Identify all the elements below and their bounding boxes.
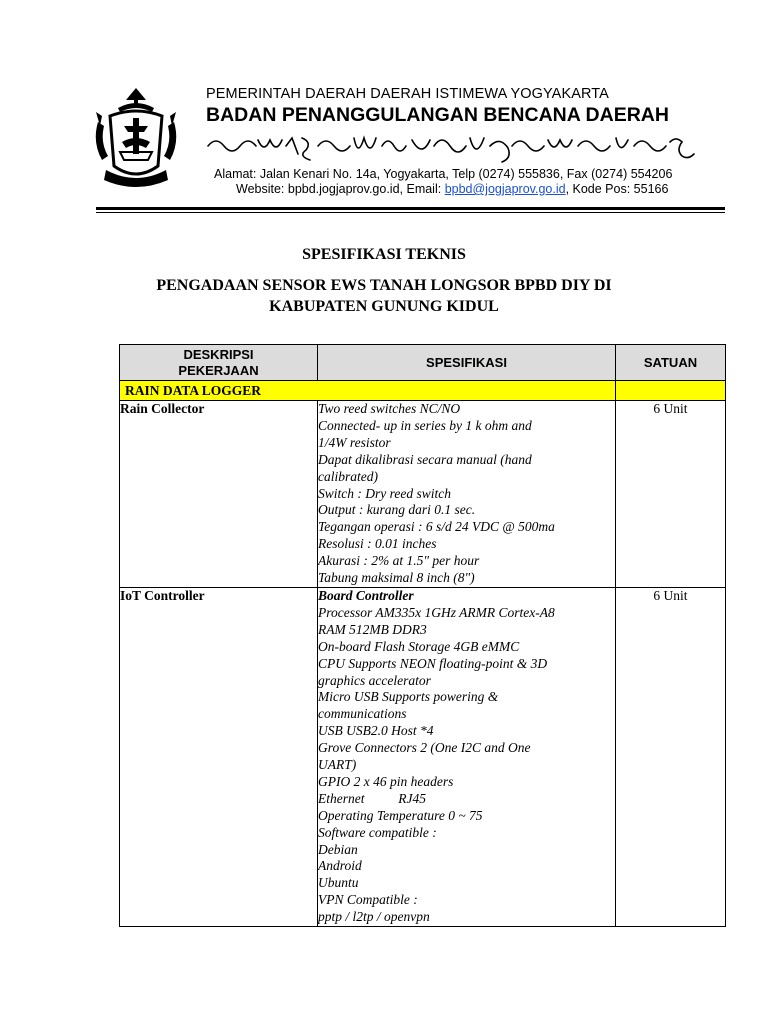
spec-line: Two reed switches NC/NO xyxy=(318,401,461,416)
letterhead xyxy=(0,0,768,215)
document-subtitle xyxy=(0,275,768,317)
spec-line: Output : kurang dari 0.1 sec. xyxy=(318,502,476,518)
subtitle-line-1: PENGADAAN SENSOR EWS TANAH LONGSOR BPBD DIY DI xyxy=(156,277,612,294)
item-name-iot-controller: IoT Controller xyxy=(120,587,318,926)
spec-line: Processor AM335x 1GHz ARMR Cortex-A8 xyxy=(318,604,555,620)
unit-iot-controller: 6 Unit xyxy=(616,587,726,926)
spec-line: calibrated) xyxy=(318,468,378,484)
spec-line: Switch : Dry reed switch xyxy=(318,485,451,501)
spec-heading: Board Controller xyxy=(318,587,414,603)
section-empty-cell xyxy=(616,381,726,401)
spec-line: Android xyxy=(318,858,362,874)
spec-line: On-board Flash Storage 4GB eMMC xyxy=(318,638,520,654)
javanese-script-agency-name xyxy=(206,132,706,164)
spec-line: UART) xyxy=(318,757,357,773)
spec-line: 1/4W resistor xyxy=(318,434,391,450)
header-deskripsi xyxy=(120,345,318,381)
spec-list-rain-collector xyxy=(318,401,616,588)
subtitle-line-2: KABUPATEN GUNUNG KIDUL xyxy=(269,298,499,315)
section-row xyxy=(120,381,726,401)
section-label: RAIN DATA LOGGER xyxy=(120,381,616,401)
spec-line: Grove Connectors 2 (One I2C and One xyxy=(318,740,531,756)
letterhead-rule-thick xyxy=(96,207,725,210)
spec-line: Akurasi : 2% at 1.5" per hour xyxy=(318,553,480,569)
yogyakarta-emblem-logo xyxy=(88,82,184,194)
spec-line: Resolusi : 0.01 inches xyxy=(318,536,437,552)
spec-line: RAM 512MB DDR3 xyxy=(318,621,427,637)
header-spesifikasi: SPESIFIKASI xyxy=(318,345,616,381)
spec-line: Tegangan operasi : 6 s/d 24 VDC @ 500ma xyxy=(318,519,555,535)
header-satuan: SATUAN xyxy=(616,345,726,381)
spec-line: Connected- up in series by 1 k ohm and xyxy=(318,417,532,433)
document-title: SPESIFIKASI TEKNIS xyxy=(302,246,466,263)
table-row xyxy=(120,401,726,588)
spec-line: GPIO 2 x 46 pin headers xyxy=(318,773,454,789)
agency-name: BADAN PENANGGULANGAN BENCANA DAERAH xyxy=(206,104,669,126)
government-name: PEMERINTAH DAERAH DAERAH ISTIMEWA YOGYAKARTA xyxy=(206,86,609,102)
spec-line: VPN Compatible : xyxy=(318,892,418,908)
spec-line: graphics accelerator xyxy=(318,672,431,688)
spec-line: Software compatible : xyxy=(318,824,437,840)
spec-line: Operating Temperature 0 ~ 75 xyxy=(318,807,483,823)
table-row xyxy=(120,587,726,926)
agency-contact xyxy=(236,182,668,196)
header-deskripsi-line2: PEKERJAAN xyxy=(178,362,259,378)
specification-table xyxy=(119,344,726,927)
spec-line: pptp / l2tp / openvpn xyxy=(318,909,430,925)
table-header-row xyxy=(120,345,726,381)
spec-line: Tabung maksimal 8 inch (8") xyxy=(318,570,475,586)
spec-line: Ubuntu xyxy=(318,875,359,891)
spec-line: Micro USB Supports powering & xyxy=(318,689,499,705)
spec-line: USB USB2.0 Host *4 xyxy=(318,723,434,739)
spec-list-iot-controller xyxy=(318,587,616,926)
spec-line: communications xyxy=(318,706,407,722)
postal-code-text: , Kode Pos: 55166 xyxy=(565,182,669,196)
header-deskripsi-line1: DESKRIPSI xyxy=(183,346,254,362)
unit-rain-collector: 6 Unit xyxy=(616,401,726,588)
email-link[interactable]: bpbd@jogjaprov.go.id xyxy=(444,182,566,196)
spec-line: Dapat dikalibrasi secara manual (hand xyxy=(318,451,532,467)
website-text: Website: bpbd.jogjaprov.go.id, Email: xyxy=(236,182,445,196)
item-name-rain-collector: Rain Collector xyxy=(120,401,318,588)
spec-line: Ethernet RJ45 xyxy=(318,790,426,806)
letterhead-rule-thin xyxy=(96,212,725,213)
spec-line: CPU Supports NEON floating-point & 3D xyxy=(318,655,548,671)
spec-line: Debian xyxy=(318,841,358,857)
agency-address: Alamat: Jalan Kenari No. 14a, Yogyakarta, Telp (0274) 555836, Fax (0274) 554206 xyxy=(214,167,673,181)
